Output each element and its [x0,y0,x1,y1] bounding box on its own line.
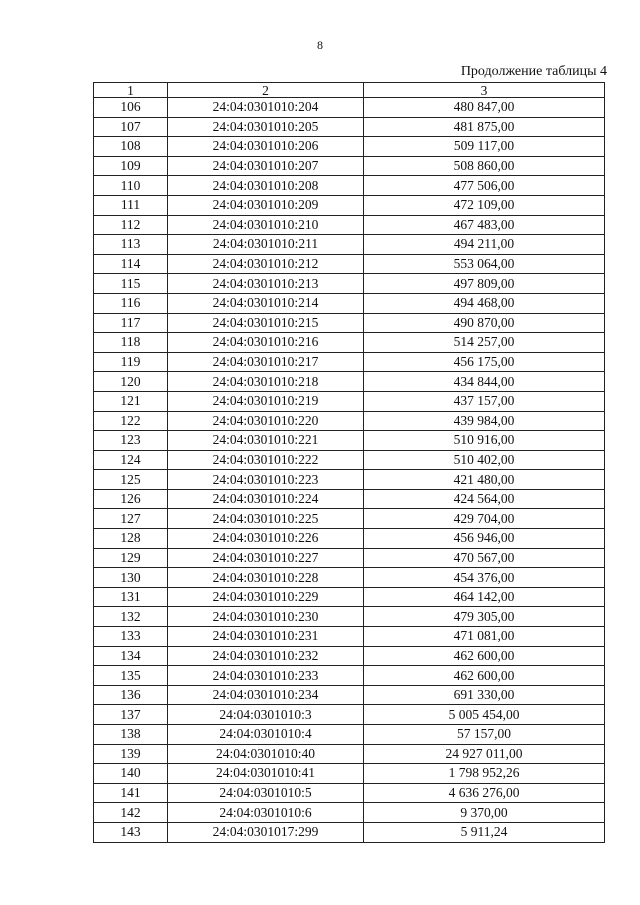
row-number-cell: 126 [94,489,168,509]
table-row [94,137,605,157]
cadastral-number-cell: 24:04:0301010:231 [168,627,364,647]
table-row [94,822,605,842]
cadastral-number-cell: 24:04:0301010:232 [168,646,364,666]
value-cell: 494 211,00 [364,235,605,255]
table-row [94,431,605,451]
value-cell: 477 506,00 [364,176,605,196]
value-cell: 490 870,00 [364,313,605,333]
header-row [94,83,605,98]
value-cell: 467 483,00 [364,215,605,235]
row-number-cell: 120 [94,372,168,392]
row-number-cell: 142 [94,803,168,823]
value-cell: 429 704,00 [364,509,605,529]
cadastral-number-cell: 24:04:0301010:206 [168,137,364,157]
header-cell-1: 1 [94,83,168,98]
value-cell: 691 330,00 [364,685,605,705]
cadastral-number-cell: 24:04:0301010:228 [168,568,364,588]
cadastral-number-cell: 24:04:0301010:221 [168,431,364,451]
value-cell: 5 005 454,00 [364,705,605,725]
row-number-cell: 107 [94,117,168,137]
cadastral-number-cell: 24:04:0301010:4 [168,725,364,745]
cadastral-number-cell: 24:04:0301010:229 [168,587,364,607]
cadastral-number-cell: 24:04:0301010:6 [168,803,364,823]
value-cell: 553 064,00 [364,254,605,274]
cadastral-number-cell: 24:04:0301010:205 [168,117,364,137]
table-row [94,352,605,372]
row-number-cell: 143 [94,822,168,842]
table-row [94,764,605,784]
value-cell: 421 480,00 [364,470,605,490]
header-cell-2: 2 [168,83,364,98]
row-number-cell: 138 [94,725,168,745]
cadastral-number-cell: 24:04:0301010:208 [168,176,364,196]
cadastral-number-cell: 24:04:0301010:217 [168,352,364,372]
cadastral-number-cell: 24:04:0301010:209 [168,195,364,215]
value-cell: 462 600,00 [364,666,605,686]
table-row [94,293,605,313]
row-number-cell: 136 [94,685,168,705]
row-number-cell: 118 [94,333,168,353]
row-number-cell: 121 [94,391,168,411]
row-number-cell: 132 [94,607,168,627]
value-cell: 471 081,00 [364,627,605,647]
value-cell: 497 809,00 [364,274,605,294]
table-row [94,235,605,255]
row-number-cell: 140 [94,764,168,784]
value-cell: 434 844,00 [364,372,605,392]
table-row [94,646,605,666]
table-row [94,744,605,764]
value-cell: 510 916,00 [364,431,605,451]
value-cell: 480 847,00 [364,98,605,118]
row-number-cell: 128 [94,529,168,549]
value-cell: 456 175,00 [364,352,605,372]
cadastral-number-cell: 24:04:0301010:211 [168,235,364,255]
row-number-cell: 112 [94,215,168,235]
value-cell: 508 860,00 [364,156,605,176]
row-number-cell: 127 [94,509,168,529]
cadastral-number-cell: 24:04:0301010:227 [168,548,364,568]
table-row [94,489,605,509]
row-number-cell: 135 [94,666,168,686]
row-number-cell: 113 [94,235,168,255]
value-cell: 514 257,00 [364,333,605,353]
table-row [94,509,605,529]
row-number-cell: 119 [94,352,168,372]
row-number-cell: 108 [94,137,168,157]
row-number-cell: 114 [94,254,168,274]
value-cell: 472 109,00 [364,195,605,215]
table-row [94,411,605,431]
table-row [94,313,605,333]
value-cell: 462 600,00 [364,646,605,666]
row-number-cell: 109 [94,156,168,176]
value-cell: 464 142,00 [364,587,605,607]
data-table [93,82,605,843]
table-row [94,705,605,725]
cadastral-number-cell: 24:04:0301010:204 [168,98,364,118]
row-number-cell: 124 [94,450,168,470]
table-row [94,98,605,118]
cadastral-number-cell: 24:04:0301010:41 [168,764,364,784]
table-row [94,372,605,392]
value-cell: 479 305,00 [364,607,605,627]
table-row [94,685,605,705]
header-cell-3: 3 [364,83,605,98]
page-number: 8 [317,38,323,52]
value-cell: 494 468,00 [364,293,605,313]
row-number-cell: 115 [94,274,168,294]
table-row [94,803,605,823]
row-number-cell: 130 [94,568,168,588]
table-row [94,333,605,353]
table-row [94,607,605,627]
row-number-cell: 139 [94,744,168,764]
cadastral-number-cell: 24:04:0301010:233 [168,666,364,686]
value-cell: 510 402,00 [364,450,605,470]
cadastral-number-cell: 24:04:0301010:214 [168,293,364,313]
cadastral-number-cell: 24:04:0301010:230 [168,607,364,627]
table-row [94,529,605,549]
row-number-cell: 129 [94,548,168,568]
cadastral-number-cell: 24:04:0301010:219 [168,391,364,411]
table-row [94,666,605,686]
value-cell: 424 564,00 [364,489,605,509]
row-number-cell: 125 [94,470,168,490]
cadastral-number-cell: 24:04:0301010:234 [168,685,364,705]
cadastral-number-cell: 24:04:0301010:210 [168,215,364,235]
table-row [94,783,605,803]
row-number-cell: 106 [94,98,168,118]
value-cell: 470 567,00 [364,548,605,568]
table-row [94,117,605,137]
row-number-cell: 117 [94,313,168,333]
cadastral-number-cell: 24:04:0301010:216 [168,333,364,353]
row-number-cell: 111 [94,195,168,215]
table-row [94,156,605,176]
row-number-cell: 110 [94,176,168,196]
value-cell: 454 376,00 [364,568,605,588]
table-row [94,274,605,294]
value-cell: 9 370,00 [364,803,605,823]
cadastral-number-cell: 24:04:0301010:40 [168,744,364,764]
table-row [94,587,605,607]
cadastral-number-cell: 24:04:0301010:3 [168,705,364,725]
table-row [94,450,605,470]
value-cell: 1 798 952,26 [364,764,605,784]
value-cell: 5 911,24 [364,822,605,842]
value-cell: 437 157,00 [364,391,605,411]
table-row [94,725,605,745]
row-number-cell: 123 [94,431,168,451]
row-number-cell: 116 [94,293,168,313]
table-row [94,568,605,588]
cadastral-number-cell: 24:04:0301010:226 [168,529,364,549]
table-row [94,254,605,274]
cadastral-number-cell: 24:04:0301010:224 [168,489,364,509]
cadastral-number-cell: 24:04:0301010:215 [168,313,364,333]
table-row [94,195,605,215]
table-row [94,215,605,235]
row-number-cell: 131 [94,587,168,607]
table-caption: Продолжение таблицы 4 [460,64,607,79]
table-row [94,391,605,411]
cadastral-number-cell: 24:04:0301010:218 [168,372,364,392]
row-number-cell: 137 [94,705,168,725]
row-number-cell: 134 [94,646,168,666]
row-number-cell: 141 [94,783,168,803]
table-row [94,548,605,568]
value-cell: 481 875,00 [364,117,605,137]
cadastral-number-cell: 24:04:0301010:225 [168,509,364,529]
row-number-cell: 133 [94,627,168,647]
cadastral-number-cell: 24:04:0301017:299 [168,822,364,842]
value-cell: 24 927 011,00 [364,744,605,764]
value-cell: 4 636 276,00 [364,783,605,803]
cadastral-number-cell: 24:04:0301010:222 [168,450,364,470]
cadastral-number-cell: 24:04:0301010:212 [168,254,364,274]
cadastral-number-cell: 24:04:0301010:213 [168,274,364,294]
row-number-cell: 122 [94,411,168,431]
value-cell: 439 984,00 [364,411,605,431]
cadastral-number-cell: 24:04:0301010:5 [168,783,364,803]
table-header [94,83,605,98]
value-cell: 57 157,00 [364,725,605,745]
table-row [94,627,605,647]
cadastral-number-cell: 24:04:0301010:207 [168,156,364,176]
table-body [94,98,605,843]
cadastral-number-cell: 24:04:0301010:220 [168,411,364,431]
cadastral-number-cell: 24:04:0301010:223 [168,470,364,490]
table-row [94,176,605,196]
table-row [94,470,605,490]
value-cell: 456 946,00 [364,529,605,549]
value-cell: 509 117,00 [364,137,605,157]
